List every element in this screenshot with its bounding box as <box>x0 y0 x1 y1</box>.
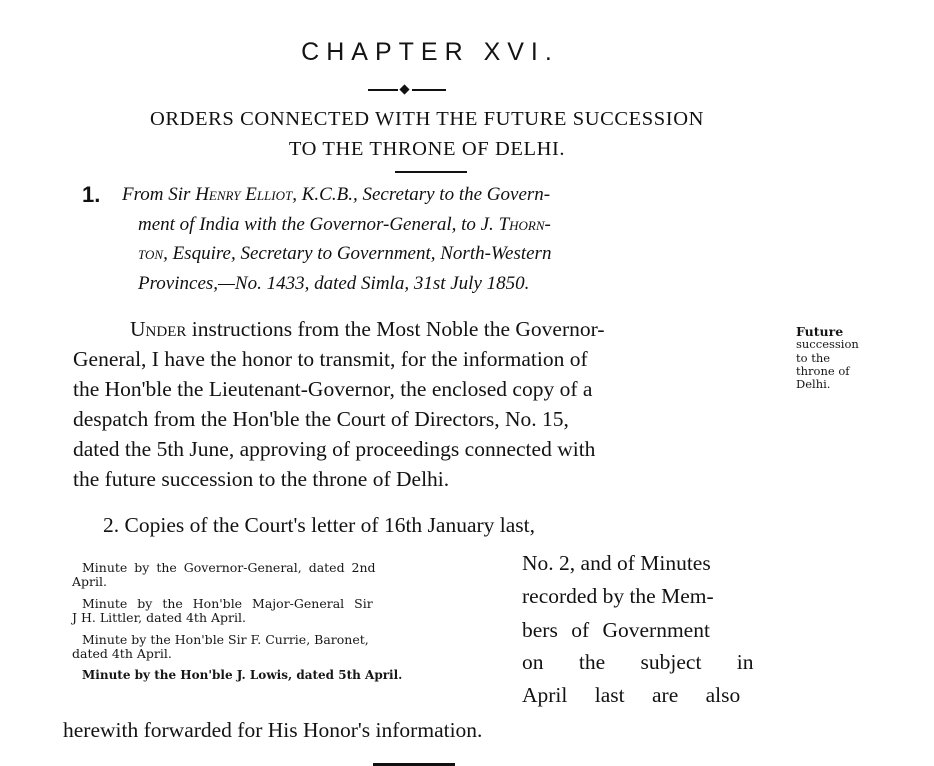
para1-line-6: the future succession to the throne of Delhi. <box>73 467 450 491</box>
para2-col-line-1: No. 2, and of Minutes <box>522 551 711 575</box>
header-line-2 <box>138 210 551 240</box>
header-text: ment of India with the Governor-General, to J. <box>138 214 499 235</box>
para1-line-2: General, I have the honor to transmit, for the information of <box>73 347 588 371</box>
para2-first-line: 2. Copies of the Court's letter of 16th January last, <box>103 513 536 537</box>
rule-left <box>368 89 398 91</box>
side-note-text: Minute by the Hon'ble Major-General Sir <box>82 596 373 611</box>
chapter-title-line-2: TO THE THRONE OF DELHI. <box>288 138 566 160</box>
side-note-text: Minute by the Hon'ble J. Lowis, dated 5th April. <box>82 668 403 682</box>
side-note-2 <box>72 597 496 624</box>
margin-note-line: Future <box>796 324 844 339</box>
side-note-text: dated 4th April. <box>72 645 172 661</box>
chapter-heading: CHAPTER XVI. <box>301 38 559 66</box>
side-note-text: Minute by the Hon'ble Sir F. Currie, Baronet, <box>82 632 369 647</box>
sender-name: Henry Elliot <box>195 184 293 205</box>
para1-line-5: dated the 5th June, approving of proceedings connected with <box>73 437 596 461</box>
para-text: instructions from the Most Noble the Governor- <box>186 317 605 341</box>
section-divider <box>395 171 467 173</box>
para2-last-line: herewith forwarded for His Honor's information. <box>63 718 483 742</box>
side-note-text: April. <box>72 573 107 589</box>
document-header <box>82 180 782 300</box>
margin-note-line: to the <box>796 350 831 365</box>
header-text: , K.C.B., Secretary to the Govern- <box>292 184 551 205</box>
margin-note-line: succession <box>796 337 859 352</box>
margin-note <box>796 325 896 391</box>
para1-line-1 <box>130 314 605 344</box>
header-line-4: Provinces,—No. 1433, dated Simla, 31st July 1850. <box>138 273 530 294</box>
para2-col-line-5: April last are also <box>522 683 741 707</box>
header-text: , Esquire, Secretary to Government, North-Western <box>163 243 552 264</box>
side-note-text: J H. Littler, dated 4th April. <box>72 609 246 625</box>
rule-right <box>412 89 446 91</box>
side-note-1 <box>72 561 496 588</box>
diamond-ornament-icon <box>399 84 409 94</box>
recipient-name-cont: ton <box>138 243 164 264</box>
side-note-4 <box>72 669 496 683</box>
para2-col-line-3: bers of Government <box>522 618 710 642</box>
lead-word: Under <box>130 317 187 341</box>
header-line-1 <box>122 180 782 210</box>
ornamental-rule <box>368 85 444 95</box>
header-line-3 <box>138 239 551 269</box>
margin-note-line: Delhi. <box>796 377 831 392</box>
document-number: 1. <box>82 182 101 207</box>
header-text: From Sir <box>122 184 196 205</box>
para1-line-3: the Hon'ble the Lieutenant-Governor, the enclosed copy of a <box>73 377 593 401</box>
para2-col-line-4: on the subject in <box>522 650 754 674</box>
para2-col-line-2: recorded by the Mem- <box>522 584 714 608</box>
recipient-name: Thorn- <box>498 214 551 235</box>
chapter-title-line-1: ORDERS CONNECTED WITH THE FUTURE SUCCESSION <box>149 108 705 130</box>
margin-note-line: throne of <box>796 363 850 378</box>
para1-line-4: despatch from the Hon'ble the Court of Directors, No. 15, <box>73 407 569 431</box>
side-note-text: Minute by the Governor-General, dated 2nd <box>82 560 376 575</box>
side-note-3 <box>72 633 496 660</box>
